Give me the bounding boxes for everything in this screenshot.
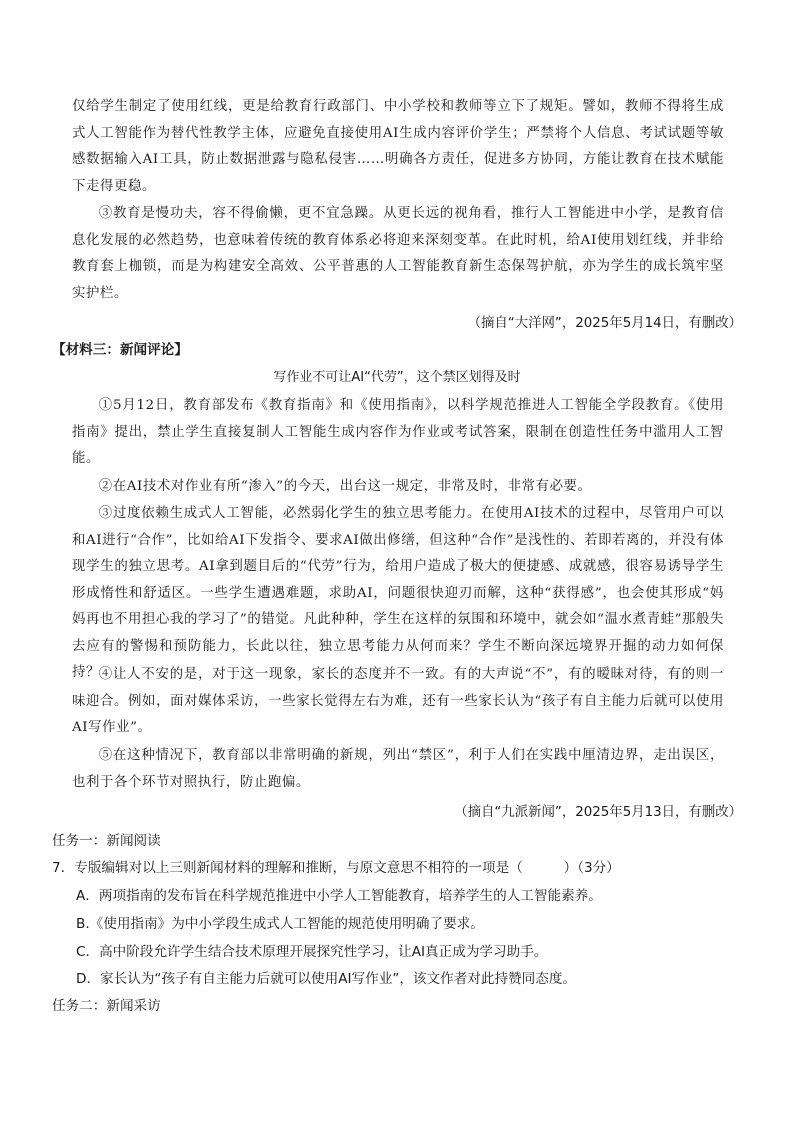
material3-paragraph-3: ③过度依赖生成式人工智能，必然弱化学生的独立思考能力。在使用AI技术的过程中，尽管用户可以和AI进行“合作”，比如给AI下发指令、要求AI做出修缮，但这种“合作”是浅性的、若即若离的，并没有体现学生的独立思考。AI拿到题目后的“代劳”行为，给用户造成了极大的便捷感、成就感，很容易诱导学生形成惰性和舒适区。一些学生遭遇难题，求助AI，问题很快迎刃而解，这种“获得感”，也会使其形成“妈妈再也不用担心我的学习了”的错觉。凡此种种，学生在这样的氛围和环境中，就会如“温水煮青蛙”那般失去应有的警惕和预防能力，长此以往，独立思考能力从何而来？学生不断向深远境界开掘的动力如何保持？	[72, 506, 724, 680]
option-b: B.《使用指南》为中小学段生成式人工智能的规范使用明确了要求。	[76, 916, 484, 932]
material2-paragraph-continued: 仅给学生制定了使用红线，更是给教育行政部门、中小学校和教师等立下了规矩。譬如，教师不得将生成式人工智能作为替代性教学主体，应避免直接使用AI生成内容评价学生；严禁将个人信息、考试试题等敏感数据输入AI工具，防止数据泄露与隐私侵害……明确各方责任，促进多方协同，方能让教育在技术赋能下走得更稳。	[72, 99, 724, 194]
material3-paragraph-1: ①5月12日，教育部发布《教育指南》和《使用指南》，以科学规范推进人工智能全学段教育。《使用指南》提出，禁止学生直接复制人工智能生成内容作为作业或考试答案，限制在创造性任务中滥用人工智能。	[72, 398, 724, 466]
question-7: 7．专版编辑对以上三则新闻材料的理解和推断，与原文意思不相符的一项是（ ）（3分）	[52, 860, 620, 876]
material3-title: 写作业不可让AI“代劳”，这个禁区划得及时	[273, 370, 521, 385]
option-a: A．两项指南的发布旨在科学规范推进中小学人工智能教育，培养学生的人工智能素养。	[76, 888, 602, 904]
material3-heading: 【材料三：新闻评论】	[52, 342, 188, 358]
task1-label: 任务一：新闻阅读	[52, 833, 161, 849]
material2-source: （摘自“大洋网”，2025年5月14日，有删改）	[467, 316, 742, 331]
material3-source: （摘自“九派新闻”，2025年5月13日，有删改）	[454, 805, 742, 820]
option-d: D．家长认为“孩子有自主能力后就可以使用AI写作业”，该文作者对此持赞同态度。	[76, 971, 577, 987]
material3-paragraph-5: ⑤在这种情况下，教育部以非常明确的新规，列出“禁区”，利于人们在实践中厘清边界，走出误区，也利于各个环节对照执行，防止跑偏。	[72, 748, 724, 790]
option-c: C．高中阶段允许学生结合技术原理开展探究性学习，让AI真正成为学习助手。	[76, 944, 548, 960]
material3-paragraph-2: ②在AI技术对作业有所“渗入”的今天，出台这一规定，非常及时，非常有必要。	[98, 479, 592, 494]
material2-paragraph-3: ③教育是慢功夫，容不得偷懒，更不宜急躁。从更长远的视角看，推行人工智能进中小学，是教育信息化发展的必然趋势，也意味着传统的教育体系必将迎来深刻变革。在此时机，给AI使用划红线，并非给教育套上枷锁，而是为构建安全高效、公平普惠的人工智能教育新生态保驾护航，亦为学生的成长筑牢坚实护栏。	[72, 206, 724, 301]
material3-paragraph-4: ④让人不安的是，对于这一现象，家长的态度并不一致。有的大声说“不”，有的暧昧对待，有的则一味迎合。例如，面对媒体采访，一些家长觉得左右为难，还有一些家长认为“孩子有自主能力后就可以使用AI写作业”。	[72, 667, 724, 735]
task2-label: 任务二：新闻采访	[52, 998, 161, 1014]
